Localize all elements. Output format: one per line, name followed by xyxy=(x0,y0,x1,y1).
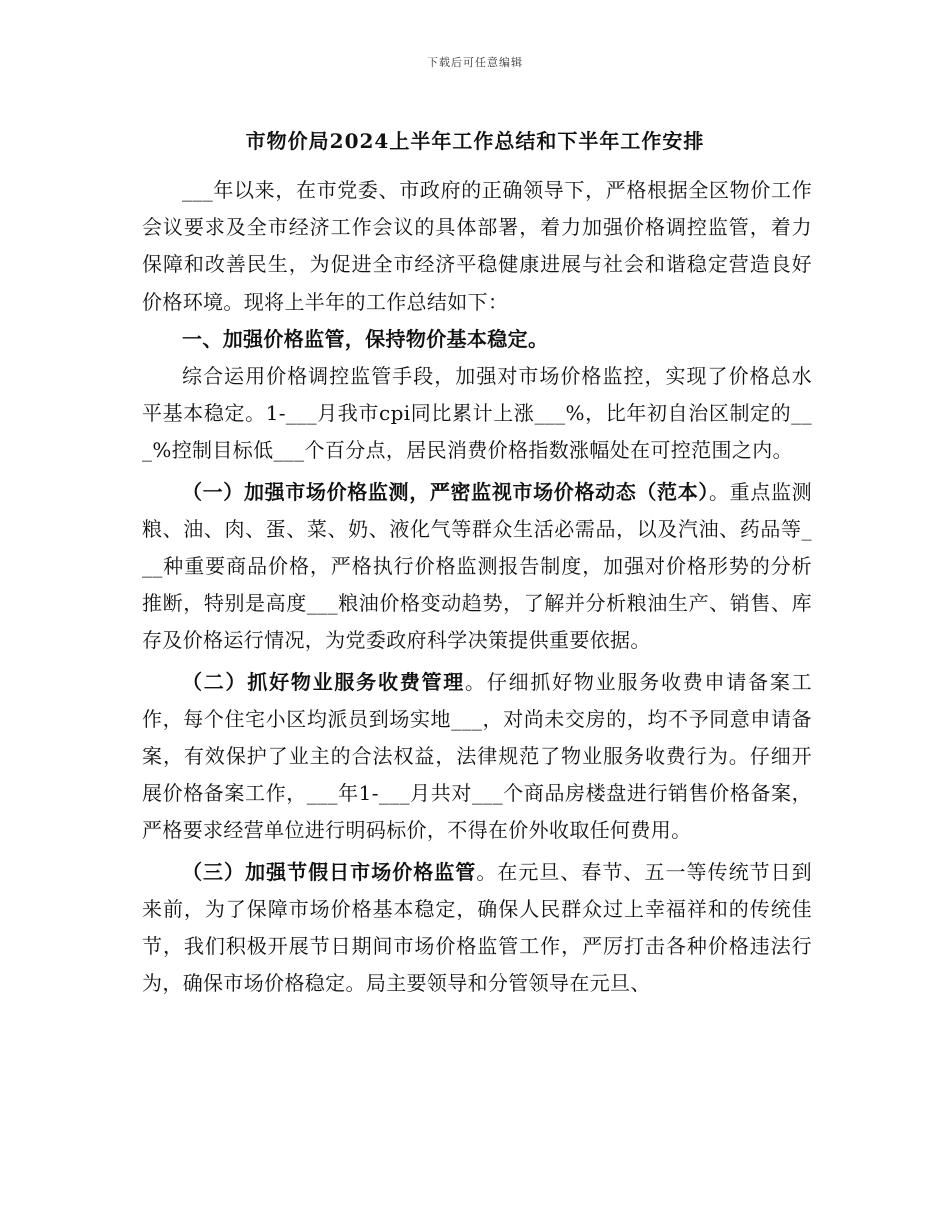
intro-paragraph: ___年以来，在市党委、市政府的正确领导下，严格根据全区物价工作会议要求及全市经济工作会议的具体部署，着力加强价格调控监管，着力保障和改善民生，为促进全市经济平稳健康进展与社会和谐稳定营造良好价格环境。现将上半年的工作总结如下： xyxy=(142,178,812,314)
item-3-paragraph xyxy=(142,854,812,1003)
item-3-text: 。在元旦、春节、五一等传统节日到来前，为了保障市场价格基本稳定，确保人民群众过上幸福祥和的传统佳节，我们积极开展节日期间市场价格监管工作，严厉打击各种价格违法行为，确保市场价格稳定。局主要领导和分管领导在元旦、 xyxy=(142,859,812,996)
document-title: 市物价局2024上半年工作总结和下半年工作安排 xyxy=(245,129,705,153)
item-1-text: 。重点监测粮、油、肉、蛋、菜、奶、液化气等群众生活必需品，以及汽油、药品等___种重要商品价格，严格执行价格监测报告制度，加强对价格形势的分析推断，特别是高度___粮油价格变动趋势，了解并分析粮油生产、销售、库存及价格运行情况，为党委政府科学决策提供重要依据。 xyxy=(142,479,812,653)
item-2-text: 。仔细抓好物业服务收费申请备案工作，每个住宅小区均派员到场实地___，对尚未交房的，均不予同意申请备案，有效保护了业主的合法权益，法律规范了物业服务收费行为。仔细开展价格备案工作，___年1-___月共对___个商品房楼盘进行销售价格备案，严格要求经营单位进行明码标价，不得在价外收取任何费用。 xyxy=(142,669,812,843)
item-1-heading: （一）加强市场价格监测，严密监视市场价格动态（范本） xyxy=(182,479,710,504)
document-body xyxy=(142,172,812,1002)
download-note: 下载后可任意编辑 xyxy=(427,56,523,69)
section-1-heading: 一、加强价格监管，保持物价基本稳定。 xyxy=(182,326,549,351)
section-1-paragraph: 综合运用价格调控监管手段，加强对市场价格监控，实现了价格总水平基本稳定。1-___月我市cpi同比累计上涨___%，比年初自治区制定的___%控制目标低___个百分点，居民消费价格指数涨幅处在可控范围之内。 xyxy=(142,364,812,463)
item-3-heading: （三）加强节假日市场价格监管 xyxy=(182,859,477,884)
item-2-paragraph xyxy=(142,664,812,850)
item-1-paragraph xyxy=(142,474,812,660)
item-2-heading: （二）抓好物业服务收费管理 xyxy=(182,669,466,694)
